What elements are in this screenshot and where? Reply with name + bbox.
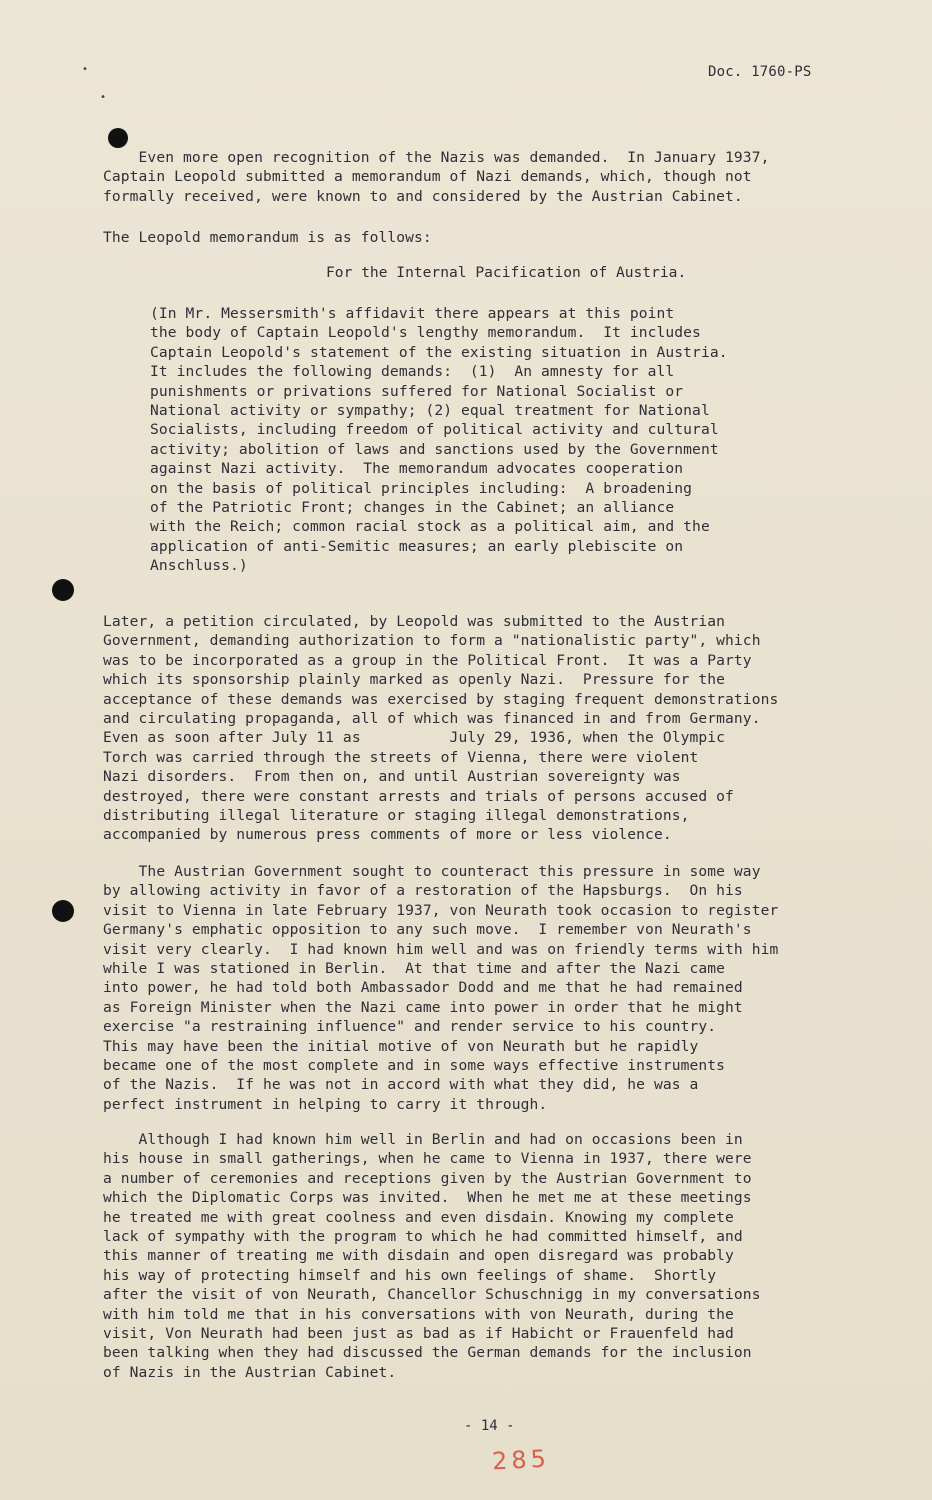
margin-mark: •: [82, 64, 89, 75]
punch-hole: [108, 128, 128, 148]
page-number: - 14 -: [464, 1418, 515, 1434]
memorandum-summary: (In Mr. Messersmith's affidavit there appears at this point the body of Captain Leopold's lengthy memorandum. It includes Captain Leopold's statement of the existing situation in Austria. It includes the following demands: (1) An amnesty for all punishments or privations suffered for National Socialist or National activity or sympathy; (2) equal treatment for National Socialists, including freedom of political activity and cultural activity; abolition of laws and sanctions used by the Government against Nazi activity. The memorandum advocates cooperation on the basis of political principles including: A broadening of the Patriotic Front; changes in the Cabinet; an alliance with the Reich; common racial stock as a political aim, and the application of anti-Semitic measures; an early plebiscite on Anschluss.): [150, 305, 728, 575]
paragraph-4: The Austrian Government sought to counteract this pressure in some way by allowing activity in favor of a restoration of the Hapsburgs. On his visit to Vienna in late February 1937, von Neurath took occasion to register Germany's emphatic opposition to any such move. I remember von Neurath's visit very clearly. I had known him well and was on friendly terms with him while I was stationed in Berlin. At that time and after the Nazi came into power, he had told both Ambassador Dodd and me that he had remained as Foreign Minister when the Nazi came into power in order that he might exercise "a restraining influence" and render service to his country. This may have been the initial motive of von Neurath but he rapidly became one of the most complete and in some ways effective instruments of the Nazis. If he was not in accord with what they did, he was a perfect instrument in helping to carry it through.: [103, 863, 779, 1113]
paragraph-3: Later, a petition circulated, by Leopold was submitted to the Austrian Government, demanding authorization to form a "nationalistic party", which was to be incorporated as a group in the Political Front. It was a Party which its sponsorship plainly marked as openly Nazi. Pressure for the acceptance of these demands was exercised by staging frequent demonstrations and circulating propaganda, all of which was financed in and from Germany. Even as soon after July 11 as July 29, 1936, when the Olympic Torch was carried through the streets of Vienna, there were violent Nazi disorders. From then on, and until Austrian sovereignty was destroyed, there were constant arrests and trials of persons accused of distributing illegal literature or staging illegal demonstrations, accompanied by numerous press comments of more or less violence.: [103, 613, 779, 844]
punch-hole: [52, 579, 74, 601]
stamped-number: 285: [491, 1444, 551, 1476]
paragraph-1: Even more open recognition of the Nazis was demanded. In January 1937, Captain Leopold submitted a memorandum of Nazi demands, which, though not formally received, were known to and considered by the Austrian Cabinet.: [103, 149, 770, 205]
memorandum-title: For the Internal Pacification of Austria.: [326, 264, 687, 281]
paragraph-5: Although I had known him well in Berlin and had on occasions been in his house in small gatherings, when he came to Vienna in 1937, there were a number of ceremonies and receptions given by the Austrian Government to which the Diplomatic Corps was invited. When he met me at these meetings he treated me with great coolness and even disdain. Knowing my complete lack of sympathy with the program to which he had committed himself, and this manner of treating me with disdain and open disregard was probably his way of protecting himself and his own feelings of shame. Shortly after the visit of von Neurath, Chancellor Schuschnigg in my conversations with him told me that in his conversations with von Neurath, during the visit, Von Neurath had been just as bad as if Habicht or Frauenfeld had been talking when they had discussed the German demands for the inclusion of Nazis in the Austrian Cabinet.: [103, 1131, 761, 1381]
punch-hole: [52, 900, 74, 922]
document-reference: Doc. 1760-PS: [708, 64, 812, 80]
margin-mark: •: [100, 92, 107, 103]
paragraph-2: The Leopold memorandum is as follows:: [103, 229, 432, 246]
